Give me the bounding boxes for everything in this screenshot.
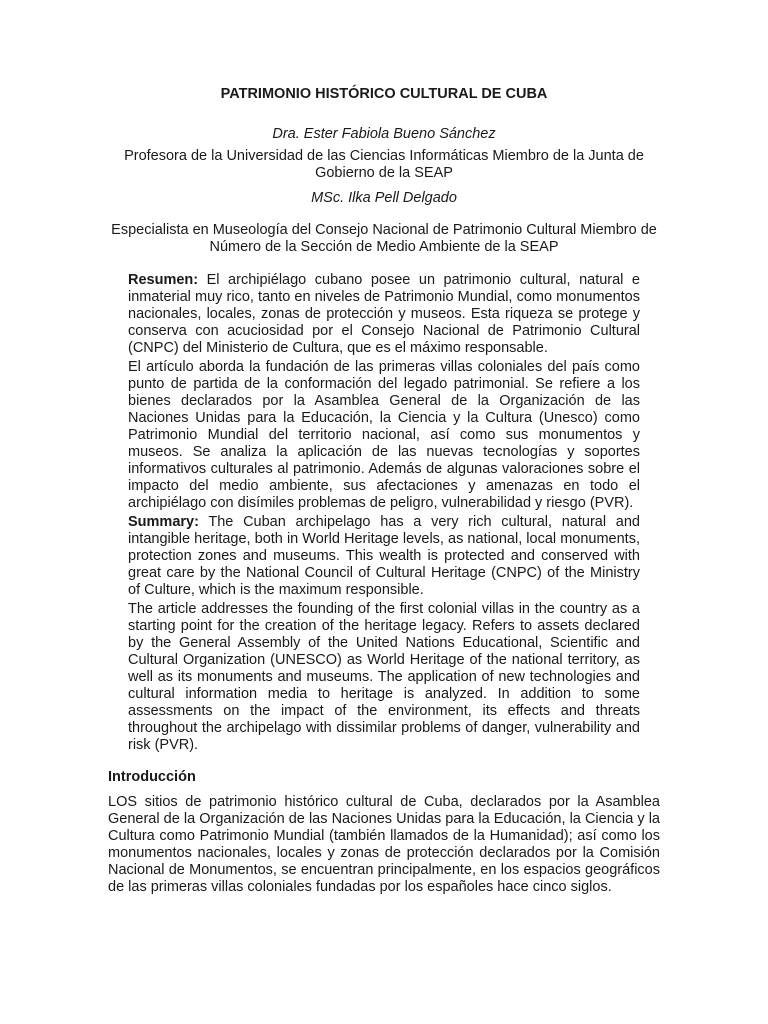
summary-paragraph-2: The article addresses the founding of the first colonial villas in the country as a starting point for the creation of the heritage legacy. Refers to assets declared by the General Assembly of the United Nations Educational, Scientific and Cultural Organization (UNESCO) as World Heritage of the national territory, as well as its monuments and museums. The application of new technologies and cultural information media to heritage is analyzed. In addition to some assessments on the impact of the environment, its effects and threats throughout the archipelago with dissimilar problems of danger, vulnerability and risk (PVR). [128,601,640,753]
abstract-block [128,272,640,754]
author-2-affiliation: Especialista en Museología del Consejo Nacional de Patrimonio Cultural Miembro de Número de la Sección de Medio Ambiente de la SEAP [111,222,657,255]
document-title: PATRIMONIO HISTÓRICO CULTURAL DE CUBA [220,86,548,102]
resumen-text: El archipiélago cubano posee un patrimonio cultural, natural e inmaterial muy rico, tanto en niveles de Patrimonio Mundial, como monumentos nacionales, locales, zonas de protección y museos. Esta riqueza se protege y conserva con acuciosidad por el Consejo Nacional de Patrimonio Cultural (CNPC) del Ministerio de Cultura, que es el máximo responsable. [128,272,640,356]
author-1-affiliation: Profesora de la Universidad de las Ciencias Informáticas Miembro de la Junta de Gobierno de la SEAP [124,148,644,181]
summary-paragraph [128,514,640,599]
author-2-name: MSc. Ilka Pell Delgado [311,190,457,206]
introduccion-paragraph: LOS sitios de patrimonio histórico cultural de Cuba, declarados por la Asamblea General de la Organización de las Naciones Unidas para la Educación, la Ciencia y la Cultura como Patrimonio Mundial (también llamados de la Humanidad); así como los monumentos nacionales, locales y zonas de protección declarados por la Comisión Nacional de Monumentos, se encuentran principalmente, en los espacios geográficos de las primeras villas coloniales fundadas por los españoles hace cinco siglos. [108,794,660,895]
resumen-paragraph [128,272,640,357]
introduccion-heading: Introducción [108,769,196,785]
summary-label: Summary: [128,514,199,530]
author-1-name: Dra. Ester Fabiola Bueno Sánchez [272,126,496,142]
summary-text: The Cuban archipelago has a very rich cultural, natural and intangible heritage, both in World Heritage levels, as national, local monuments, protection zones and museums. This wealth is protected and conserved with great care by the National Council of Cultural Heritage (CNPC) of the Ministry of Culture, which is the maximum responsible. [128,514,640,598]
resumen-label: Resumen: [128,272,199,288]
resumen-paragraph-2: El artículo aborda la fundación de las primeras villas coloniales del país como punto de partida de la conformación del legado patrimonial. Se refiere a los bienes declarados por la Asamblea General de la Organización de las Naciones Unidas para la Educación, la Ciencia y la Cultura (Unesco) como Patrimonio Mundial del territorio nacional, así como sus monumentos y museos. Se analiza la aplicación de las nuevas tecnologías y soportes informativos culturales al patrimonio. Además de algunas valoraciones sobre el impacto del medio ambiente, sus afectaciones y amenazas en todo el archipiélago con disímiles problemas de peligro, vulnerabilidad y riesgo (PVR). [128,359,640,511]
